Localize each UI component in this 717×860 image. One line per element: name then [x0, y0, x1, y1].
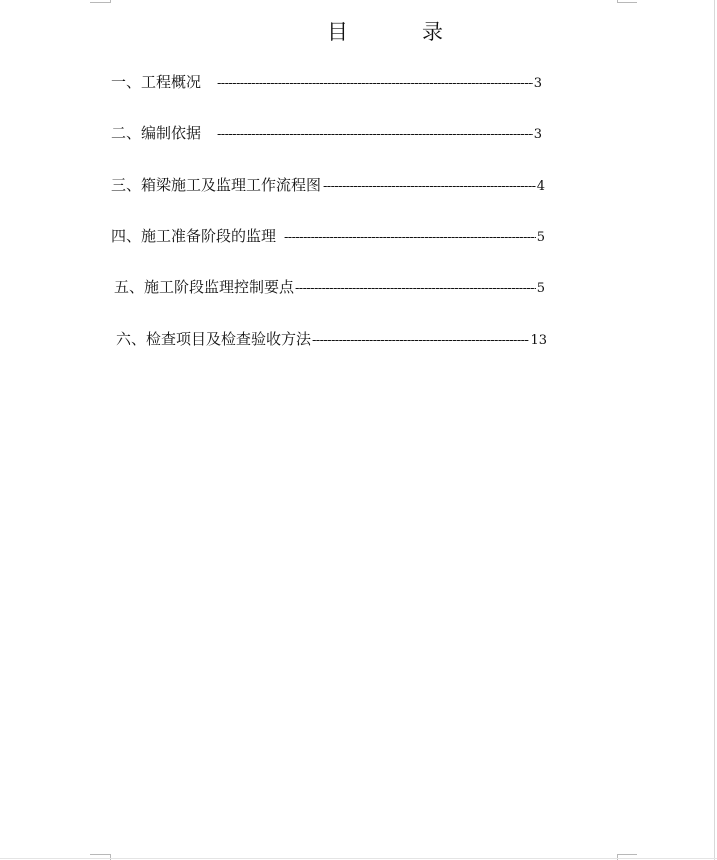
- toc-title-char-1: 目: [327, 20, 348, 44]
- page-edge-bottom: [0, 858, 717, 859]
- toc-entry-label: 六、检查项目及检查验收方法: [116, 330, 312, 348]
- page-edge-right: [714, 0, 715, 860]
- crop-mark-top-left-vertical: [110, 0, 111, 3]
- toc-page-number: 3: [533, 76, 542, 91]
- toc-entry-label: 一、工程概况: [111, 73, 202, 91]
- toc-entry-1[interactable]: [111, 71, 542, 93]
- crop-mark-top-right: [617, 2, 637, 3]
- toc-entry-6[interactable]: [116, 328, 547, 350]
- toc-entry-4[interactable]: [111, 225, 545, 247]
- toc-entry-label: 四、施工准备阶段的监理: [111, 227, 277, 245]
- toc-leader-dots: [217, 127, 533, 142]
- crop-mark-bottom-left-vertical: [110, 854, 111, 860]
- toc-leader-dots: [312, 333, 529, 348]
- crop-mark-top-left: [90, 2, 110, 3]
- crop-mark-bottom-right-vertical: [617, 854, 618, 860]
- toc-entry-3[interactable]: [111, 174, 545, 196]
- toc-leader-dots: [295, 281, 536, 296]
- toc-leader-dots: [323, 179, 536, 194]
- toc-entry-5[interactable]: [114, 276, 545, 298]
- crop-mark-top-right-vertical: [617, 0, 618, 3]
- toc-page-number: 5: [536, 230, 545, 245]
- crop-mark-bottom-left: [90, 854, 110, 855]
- toc-entry-label: 三、箱梁施工及监理工作流程图: [111, 176, 322, 194]
- toc-page-number: 5: [536, 281, 545, 296]
- toc-entry-label: 二、编制依据: [111, 124, 202, 142]
- toc-entry-label: 五、施工阶段监理控制要点: [114, 278, 295, 296]
- toc-leader-dots: [284, 230, 536, 245]
- toc-page-number: 3: [533, 127, 542, 142]
- toc-page-number: 13: [530, 333, 547, 348]
- toc-title-char-2: 录: [422, 20, 443, 44]
- toc-title: [0, 16, 717, 46]
- toc-entry-2[interactable]: [111, 122, 542, 144]
- toc-leader-dots: [217, 76, 533, 91]
- crop-mark-bottom-right: [617, 854, 637, 855]
- toc-page-number: 4: [536, 179, 545, 194]
